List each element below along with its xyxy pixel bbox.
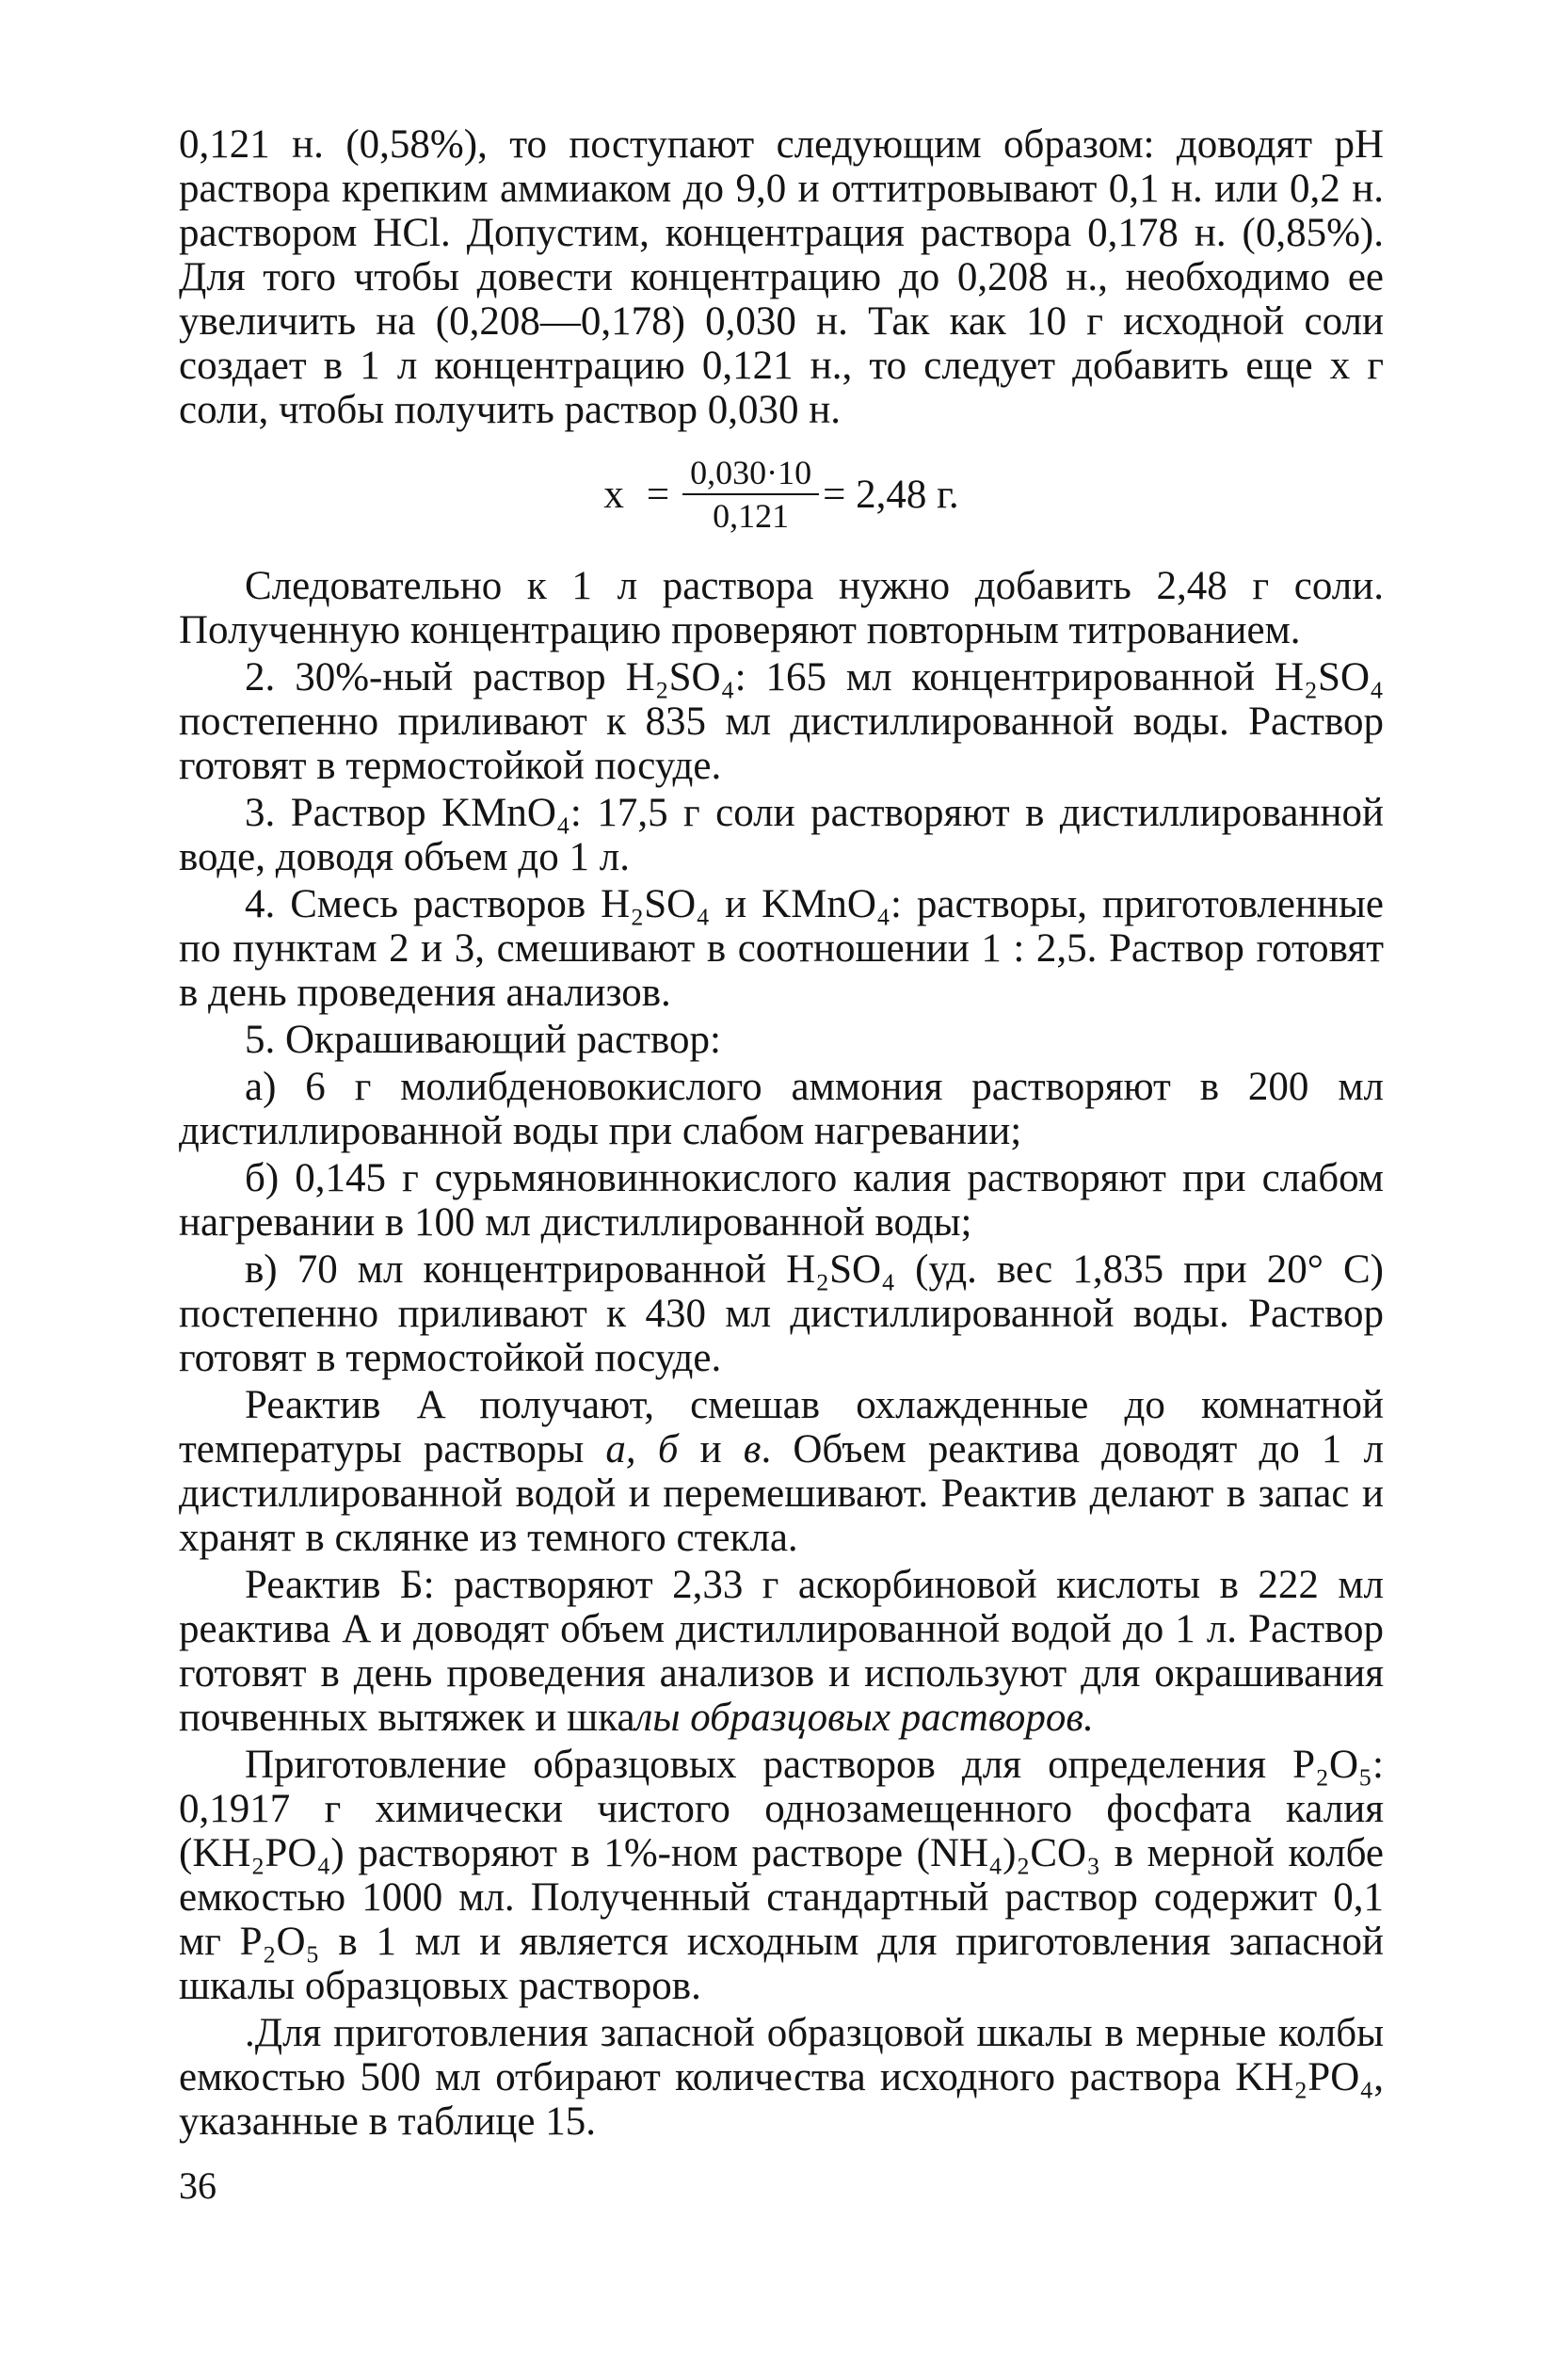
formula-x: [179, 449, 1384, 539]
paragraph-item-5: 5. Окрашивающий раствор:: [245, 1018, 721, 1062]
reagent-a-text-and: и: [678, 1427, 744, 1471]
paragraph-conclusion: Следовательно к 1 л раствора нужно добавить 2,48 г соли. Полученную концентрацию проверяют повторным титрованием.: [179, 564, 1384, 652]
page-number: 36: [179, 2164, 217, 2207]
page-body: [179, 122, 1384, 2147]
paragraph-item-4: 4. Смесь растворов H₂SO₄ и KMnO₄: растворы, приготовленные по пунктам 2 и 3, смешивают в соотношении 1 : 2,5. Раствор готовят в день проведения анализов.: [179, 882, 1384, 1015]
paragraph-calculation: 0,121 н. (0,58%), то поступают следующим образом: доводят pH раствора крепким аммиаком до 9,0 и оттитровывают 0,1 н. или 0,2 н. раствором HCl. Допустим, концентрация раствора 0,178 н. (0,85%). Для того чтобы довести концентрацию до 0,208 н., необходимо ее увеличить на (0,208—0,178) 0,030 н. Так как 10 г исходной соли создает в 1 л концентрацию 0,121 н., то следует добавить еще x г соли, чтобы получить раствор 0,030 н.: [179, 122, 1384, 432]
paragraph-standard-solutions: Приготовление образцовых растворов для определения P₂O₅: 0,1917 г химически чистого однозамещенного фосфата калия (KH₂PO₄) растворяют в 1%-ном растворе (NH₄)₂CO₃ в мерной колбе емкостью 1000 мл. Полученный стандартный раствор содержит 0,1 мг P₂O₅ в 1 мл и является исходным для приготовления запасной шкалы образцовых растворов.: [179, 1743, 1384, 2008]
reagent-a-text-start: Реактив A получают, смешав охлажденные до комнатной температуры растворы: [179, 1383, 1384, 1471]
formula-variable: x: [603, 472, 624, 517]
formula-result: = 2,48 г.: [823, 472, 959, 517]
paragraph-item-2: 2. 30%-ный раствор H₂SO₄: 165 мл концентрированной H₂SO₄ постепенно приливают к 835 мл дистиллированной воды. Раствор готовят в термостойкой посуде.: [179, 655, 1384, 788]
paragraph-stock-scale: .Для приготовления запасной образцовой шкалы в мерные колбы емкостью 500 мл отбирают количества исходного раствора KH₂PO₄, указанные в таблице 15.: [179, 2011, 1384, 2144]
paragraph-item-3: 3. Раствор KMnO₄: 17,5 г соли растворяют в дистиллированной воде, доводя объем до 1 л.: [179, 791, 1384, 879]
formula-fraction: [682, 454, 819, 535]
formula-equals: =: [646, 472, 670, 517]
paragraph-item-5b: б) 0,145 г сурьмяновиннокислого калия растворяют при слабом нагревании в 100 мл дистиллированной воды;: [179, 1156, 1384, 1245]
formula-numerator: 0,030·10: [682, 454, 819, 495]
reagent-a-text-end: . Объем реактива доводят до 1 л дистиллированной водой и перемешивают. Реактив делают в запас и хранят в склянке из темного стекла.: [179, 1427, 1385, 1560]
reagent-b-text: Реактив Б: растворяют 2,33 г аскорбиновой кислоты в 222 мл реактива A и доводят объем дистиллированной водой до 1 л. Раствор готовят в день проведения анализов и используют для окрашивания почвенных вытяжек и шка: [179, 1563, 1384, 1740]
reagent-a-italic-v: в: [743, 1427, 762, 1471]
paragraph-reagent-b: [179, 1563, 1384, 1740]
reagent-b-italic: лы образцовых растворов.: [634, 1696, 1094, 1740]
paragraph-reagent-a: [179, 1383, 1384, 1560]
reagent-a-italic-b: б: [657, 1427, 679, 1471]
paragraph-item-5v: в) 70 мл концентрированной H₂SO₄ (уд. вес 1,835 при 20° C) постепенно приливают к 430 мл дистиллированной воды. Раствор готовят в термостойкой посуде.: [179, 1247, 1384, 1380]
formula-denominator: 0,121: [713, 497, 790, 535]
reagent-a-italic-a: а,: [605, 1427, 636, 1471]
paragraph-item-5a: а) 6 г молибденовокислого аммония растворяют в 200 мл дистиллированной воды при слабом нагревании;: [179, 1065, 1384, 1153]
